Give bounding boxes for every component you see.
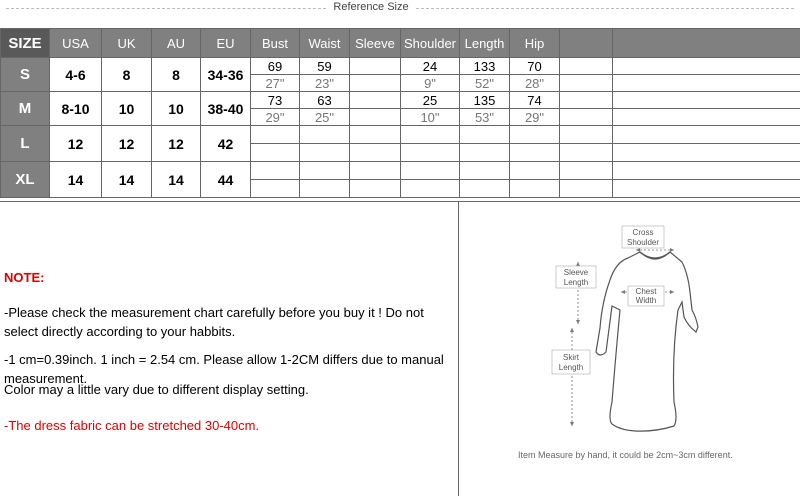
row-label-s: S: [1, 58, 50, 92]
sleeve-inch-m: [350, 109, 401, 126]
waist-inch-s: 23": [300, 75, 350, 92]
empty-cell: [460, 144, 510, 162]
empty-cell: [350, 126, 401, 144]
empty-cell: [350, 144, 401, 162]
hip-inch-m: 29": [510, 109, 560, 126]
shoulder-cm-s: 24: [401, 58, 460, 75]
eu-xl: 44: [201, 162, 251, 198]
bust-inch-s: 27": [251, 75, 300, 92]
header-shoulder: Shoulder: [401, 29, 460, 58]
header-au: AU: [152, 29, 201, 58]
row-label-m: M: [1, 92, 50, 126]
empty-cell: [613, 75, 800, 92]
empty-cell: [613, 144, 800, 162]
size-chart-table: [0, 28, 800, 198]
length-cm-m: 135: [460, 92, 510, 109]
diagram-caption: Item Measure by hand, it could be 2cm~3cm different.: [518, 450, 733, 460]
sleeve-cm-m: [350, 92, 401, 109]
header-eu: EU: [201, 29, 251, 58]
au-m: 10: [152, 92, 201, 126]
bust-inch-m: 29": [251, 109, 300, 126]
empty-cell: [251, 162, 300, 180]
shoulder-cm-m: 25: [401, 92, 460, 109]
note-color-variance: Color may a little vary due to different display setting.: [4, 380, 454, 399]
empty-cell: [510, 162, 560, 180]
note-title: NOTE:: [4, 268, 44, 287]
dress-measurement-diagram: [460, 202, 800, 496]
empty-cell: [613, 162, 800, 180]
length-inch-s: 52": [460, 75, 510, 92]
sleeve-inch-s: [350, 75, 401, 92]
empty-cell: [350, 162, 401, 180]
label-shoulder: Shoulder: [627, 238, 659, 247]
empty-cell: [460, 126, 510, 144]
length-inch-m: 53": [460, 109, 510, 126]
note-measurement-check: -Please check the measurement chart carefully before you buy it ! Do not select directly according to your habbits.: [4, 303, 454, 341]
label-skirt: Skirt: [563, 353, 580, 362]
eu-s: 34-36: [201, 58, 251, 92]
empty-cell: [560, 109, 613, 126]
table-row-s-cm: [1, 58, 800, 75]
sleeve-cm-s: [350, 58, 401, 75]
header-uk: UK: [102, 29, 152, 58]
label-cross: Cross: [633, 228, 654, 237]
empty-cell: [350, 180, 401, 198]
hip-inch-s: 28": [510, 75, 560, 92]
shoulder-inch-s: 9": [401, 75, 460, 92]
uk-xl: 14: [102, 162, 152, 198]
empty-cell: [560, 162, 613, 180]
empty-cell: [401, 180, 460, 198]
header-bust: Bust: [251, 29, 300, 58]
shoulder-inch-m: 10": [401, 109, 460, 126]
empty-cell: [560, 75, 613, 92]
note-fabric-stretch: -The dress fabric can be stretched 30-40cm.: [4, 416, 259, 435]
empty-cell: [460, 162, 510, 180]
eu-m: 38-40: [201, 92, 251, 126]
empty-cell: [300, 144, 350, 162]
empty-cell: [460, 180, 510, 198]
usa-s: 4-6: [50, 58, 102, 92]
waist-inch-m: 25": [300, 109, 350, 126]
empty-cell: [300, 162, 350, 180]
table-row-xl-a: [1, 162, 800, 180]
header-empty-2: [613, 29, 800, 58]
hip-cm-s: 70: [510, 58, 560, 75]
empty-cell: [613, 126, 800, 144]
header-hip: Hip: [510, 29, 560, 58]
header-empty-1: [560, 29, 613, 58]
empty-cell: [613, 180, 800, 198]
notes-panel: [0, 202, 459, 496]
dress-outline: [596, 252, 698, 431]
empty-cell: [300, 126, 350, 144]
header-waist: Waist: [300, 29, 350, 58]
empty-cell: [401, 144, 460, 162]
au-l: 12: [152, 126, 201, 162]
bust-cm-s: 69: [251, 58, 300, 75]
divider-left: [6, 8, 326, 9]
note-unit-conversion: -1 cm=0.39inch. 1 inch = 2.54 cm. Please allow 1-2CM differs due to manual measurement.: [4, 350, 454, 388]
usa-m: 8-10: [50, 92, 102, 126]
empty-cell: [613, 109, 800, 126]
empty-cell: [560, 180, 613, 198]
empty-cell: [510, 144, 560, 162]
label-sleeve-length: Length: [564, 278, 588, 287]
empty-cell: [560, 92, 613, 109]
empty-cell: [251, 180, 300, 198]
usa-xl: 14: [50, 162, 102, 198]
empty-cell: [560, 126, 613, 144]
empty-cell: [560, 144, 613, 162]
uk-l: 12: [102, 126, 152, 162]
hip-cm-m: 74: [510, 92, 560, 109]
table-row-l-a: [1, 126, 800, 144]
row-label-xl: XL: [1, 162, 50, 198]
header-size: SIZE: [1, 29, 50, 58]
label-sleeve: Sleeve: [564, 268, 589, 277]
bottom-section: [0, 201, 800, 498]
empty-cell: [401, 162, 460, 180]
table-header-row: [1, 29, 800, 58]
au-xl: 14: [152, 162, 201, 198]
bust-cm-m: 73: [251, 92, 300, 109]
waist-cm-m: 63: [300, 92, 350, 109]
empty-cell: [300, 180, 350, 198]
au-s: 8: [152, 58, 201, 92]
empty-cell: [510, 126, 560, 144]
usa-l: 12: [50, 126, 102, 162]
empty-cell: [251, 126, 300, 144]
divider-right: [416, 8, 794, 9]
uk-s: 8: [102, 58, 152, 92]
empty-cell: [251, 144, 300, 162]
header-sleeve: Sleeve: [350, 29, 401, 58]
empty-cell: [510, 180, 560, 198]
waist-cm-s: 59: [300, 58, 350, 75]
reference-size-title: Reference Size: [326, 1, 416, 13]
header-usa: USA: [50, 29, 102, 58]
table-row-m-cm: [1, 92, 800, 109]
eu-l: 42: [201, 126, 251, 162]
length-cm-s: 133: [460, 58, 510, 75]
uk-m: 10: [102, 92, 152, 126]
empty-cell: [613, 92, 800, 109]
row-label-l: L: [1, 126, 50, 162]
empty-cell: [560, 58, 613, 75]
reference-size-header: [0, 0, 800, 18]
header-length: Length: [460, 29, 510, 58]
label-chest: Chest: [636, 287, 658, 296]
label-chest-width: Width: [636, 296, 656, 305]
empty-cell: [401, 126, 460, 144]
label-skirt-length: Length: [559, 363, 583, 372]
empty-cell: [613, 58, 800, 75]
